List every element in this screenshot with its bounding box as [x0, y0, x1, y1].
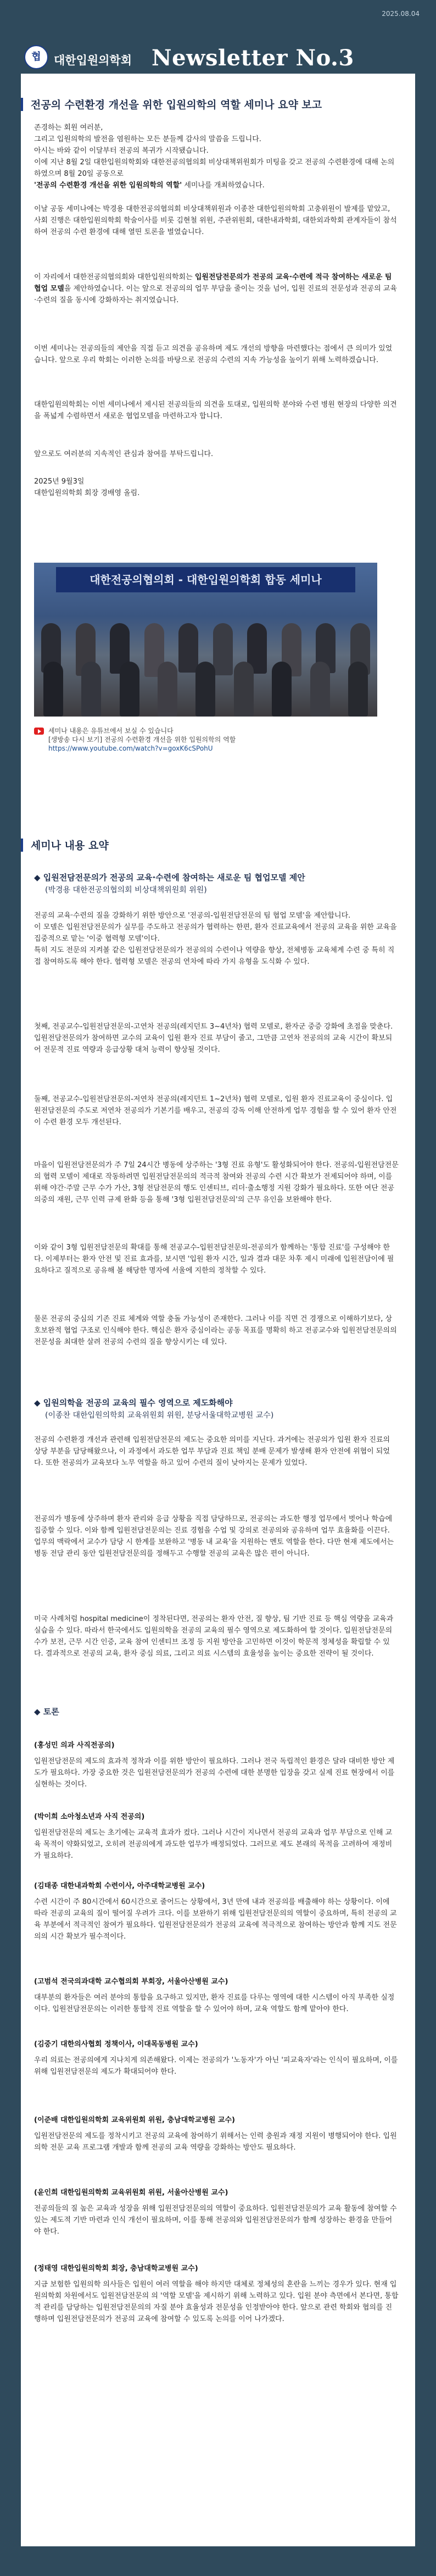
seminar-banner: 대한전공의협의회 - 대한입원의학회 합동 세미나: [56, 567, 355, 592]
paragraph: [34, 399, 399, 422]
debate-item: [34, 2039, 399, 2078]
paragraph: [34, 1021, 399, 1056]
youtube-url-link[interactable]: https://www.youtube.com/watch?v=goxK6cSPohU: [48, 745, 213, 752]
debate-item: [34, 2114, 399, 2153]
topic-title: ◆ 입원전담전문의가 전공의 교육·수련에 참여하는 새로운 팀 협업모델 제안: [34, 873, 305, 882]
discussant-comment: 입원전담전문의 제도를 정착시키고 전공의 교육에 참여하기 위해서는 인력 충원과 재정 지원이 병행되어야 한다. 입원의학 전문 교육 프로그램 개발과 함께 전공의 교육 역량을 강화하는 방안도 필요하다.: [34, 2132, 397, 2152]
paragraph: [34, 157, 399, 191]
photo-front-row: [34, 662, 377, 717]
discussant-comment: 입원전담전문의 제도의 효과적 정착과 이를 위한 방안이 필요하다. 그러나 전국 독립적인 환경은 달라 대비한 방안 제도가 필요하다. 가장 중요한 것은 입원전담전문의가 전공의 수련에 대한 분명한 입장을 갖고 실제 진료 현장에서 이를 실현하는 것이다.: [34, 1757, 395, 1789]
greeting-line: 그리고 입원의학의 발전을 염원하는 모든 분들께 감사의 말씀을 드립니다.: [34, 135, 261, 143]
paragraph-text: 이 자리에서 대한전공의협의회와 대한입원의학회는: [34, 273, 195, 281]
debate-item: [34, 1811, 399, 1862]
paragraph: [34, 1093, 399, 1128]
heading-accent-bar: [21, 839, 23, 852]
topic-speaker: (박경용 대한전공의협의회 비상대책위원회 위원): [45, 886, 207, 895]
society-name: 대한입원의학회: [54, 54, 132, 67]
newsletter-title: Newsletter No.3: [152, 45, 354, 71]
paragraph-text: 첫째, 전공교수-입원전담전문의-고연차 전공의(레지던트 3~4년차) 협력 모델로, 환자군 중증 강화에 초점을 맞춘다. 입원전담전문의가 참여하면 교수의 교육이 입원 환자 진료 부담이 줄고, 그만큼 고연차 전공의의 교육 시간이 확보되어 전문적 진료 역량과 응급상황 대처 능력이 향상될 것이다.: [34, 1023, 393, 1054]
paragraph-text: 이와 같이 3형 입원전담전문의 확대를 통해 전공교수-입원전담전문의-전공의가 함께하는 '통합 진료'를 구성해야 한다. 이제부터는 환자 안전 및 진료 효과를, 보시면 '입원 환자 시간, 일과 결과 대문 차후 제시 미래에 입원전담이에 필요하다고 질적으로 공유해 볼 해당한 명자에 서울에 지한의 정착할 수 있다.: [34, 1243, 394, 1275]
debate-heading: [34, 1706, 399, 1718]
paragraph-text: 을 제안하였습니다. 이는 앞으로 전공의의 업무 부담을 줄이는 것을 넘어, 입원 진료의 전문성과 전공의 교육·수련의 질을 동시에 강화하자는 취지였습니다.: [34, 285, 397, 304]
youtube-caption: 세미나 내용은 유튜브에서 보실 수 있습니다: [48, 727, 174, 735]
paragraph-text: [34, 271, 399, 306]
discussant-comment: 지금 보험한 입원의학 의사들은 입원이 여러 역할을 해야 하지만 대체로 정체성의 혼란을 느끼는 경우가 있다. 현재 입원의학회 차원에서도 입원전담전문의 의 '역할 모델'을 제시하기 위해 노력하고 있다. 입원 분야 측면에서 본다면, 통합적 관리를 담당하는 입원전담전문의의 자질 분야 효율성과 전문성을 인정받아야 한다. 앞으로 관련 학회와 협의를 진행하며 입원전담전문의가 전공의 교육에 참여할 수 있도록 논의를 이어 나가겠다.: [34, 2280, 399, 2323]
greeting-line: 아시는 바와 같이 이달부터 전공의 복귀가 시작됐습니다.: [34, 147, 209, 155]
youtube-link-text[interactable]: [48, 726, 236, 753]
paragraph-text: 마을이 입원전담전문의가 주 7일 24시간 병동에 상주하는 '3형 진료 유형'도 활성화되어야 한다. 전공의-입원전담전문의 협력 모델이 제대로 작동하려면 입원전담전문의의 적극적 참여와 전공의 수련 시간 확보가 전제되어야 하며, 이를 위해 야간·주말 근무 수가 가산, 3형 전담전문의 행도 인센티브, 리더·출소행정 지원 강화가 필요하다. 또한 여단 전공의중의 재원, 근무 인력 규제 완화 등을 통해 '3형 입원전담전문의'의 근무 유인을 보완해야 한다.: [34, 1161, 399, 1204]
paragraph-text: 이날 공동 세미나에는 박경용 대한전공의협의회 비상대책위원과 이종찬 대한입원의학회 고충위원이 발제를 맡았고, 사회 진행은 대한입원의학회 학술이사를 비롯 김현철 위원, 주관위원회, 대한내과학회, 대한외과학회 관계자들이 참석하여 전공의 수련 환경에 대해 열띤 토론을 벌였습니다.: [34, 205, 397, 236]
paragraph: [34, 1313, 399, 1348]
paragraph: [34, 203, 399, 238]
paragraph-text: 대한입원의학회는 이번 세미나에서 제시된 전공의들의 의견을 토대로, 입원의학 분야와 수련 병원 현장의 다양한 의견을 폭넓게 수렴하면서 새로운 협업모델을 마련하고자 합니다.: [34, 401, 397, 420]
discussant-name: (박이희 소아청소년과 사직 전공의): [34, 1813, 145, 1821]
greeting: [34, 122, 399, 191]
signature-name: 대한입원의학회 회장 경배영 올림.: [34, 489, 140, 497]
newsletter-sheet: [21, 74, 415, 2546]
debate-item: [34, 1976, 399, 2015]
paragraph-text: 이에 지난 8월 2일 대한입원의학회와 대한전공의협의회 비상대책위원회가 미팅을 갖고 전공의 수련환경에 대해 논의하였으며 8월 20일 공동으로: [34, 158, 395, 178]
paragraph-text: 전공의 교육·수련의 질을 강화하기 위한 방안으로 '전공의-입원전담전문의 팀 협업 모델'을 제안합니다.: [34, 912, 351, 920]
topic-1-body: [34, 910, 399, 968]
topic-speaker: (이종찬 대한입원의학회 교육위원회 위원, 분당서울대학교병원 교수): [45, 1411, 274, 1420]
discussant-name: (이준배 대한입원의학회 교육위원회 위원, 충남대학교병원 교수): [34, 2116, 235, 2124]
discussant-name: (고범석 전국의과대학 교수협의회 부회장, 서울아산병원 교수): [34, 1978, 228, 1986]
debate-item: [34, 2187, 399, 2238]
greeting-line: 존경하는 회원 여러분,: [34, 124, 103, 132]
paragraph-text: 이번 세미나는 전공의들의 제안을 직접 듣고 의견을 공유하며 제도 개선의 방향을 마련했다는 점에서 큰 의미가 있었습니다. 앞으로 우리 학회는 이러한 논의를 바탕으로 전공의 수련의 지속 가능성을 높이기 위해 노력하겠습니다.: [34, 345, 393, 364]
discussant-name: (정태영 대한입원의학회 회장, 충남대학교병원 교수): [34, 2264, 198, 2273]
section-title: 세미나 내용 요약: [31, 840, 109, 852]
paragraph-text: 세미나를 개최하였습니다.: [182, 181, 265, 190]
signature-date: 2025년 9월3일: [34, 478, 85, 486]
paragraph: [34, 1513, 399, 1559]
heading-accent-bar: [21, 98, 23, 111]
paragraph-text: 전공의가 병동에 상주하며 환자 관리와 응급 상황을 직접 담당하므로, 전공의는 과도한 행정 업무에서 벗어나 학습에 집중할 수 있다. 이와 함께 입원전담전문의는 진료 경험을 수업 및 강의로 전공의와 공유하며 업무 효율화를 이끈다. 업무의 맥락에서 교수가 담당 시 한계를 보완하고 '병동 내 교육'을 지원하는 멘토 역할을 한다. 다만 현재 제도에서는 병동 전담 관리 동안 입원전담전문의를 정해두고 수행할 전공의 교육은 많은 편이 아니다.: [34, 1515, 394, 1558]
paragraph: [34, 1242, 399, 1276]
discussant-comment: 수련 시간이 주 80시간에서 60시간으로 줄어드는 상황에서, 3년 만에 내과 전공의를 배출해야 하는 상황이다. 이에 따라 전공의 교육의 질이 떨어질 우려가 크다. 이를 보완하기 위해 입원전담전문의의 역할이 중요하며, 특히 전공의 교육 부분에서 적극적인 참여가 필요하다. 입원전담전문의가 전공의 교육에 적극적으로 참여하는 방안과 함께 지도 전문의의 시간 확보가 필수적이다.: [34, 1898, 397, 1941]
paragraph-text: 앞으로도 여러분의 지속적인 관심과 참여를 부탁드립니다.: [34, 450, 214, 458]
discussant-comment: 우리 의료는 전공의에게 지나치게 의존해왔다. 이제는 전공의가 '노동자'가 아닌 '피교육자'라는 인식이 필요하며, 이를 위해 입원전담전문의 제도가 확대되어야 한다.: [34, 2056, 398, 2076]
discussant-name: (홍성민 의과 사직전공의): [34, 1741, 115, 1750]
discussant-comment: 입원전담전문의 제도는 초기에는 교육적 효과가 컸다. 그러나 시간이 지나면서 전공의 교육과 업무 부담으로 인해 교육 목적이 약화되었고, 오히려 전공의에게 과도한 업무가 배정되었다. 그러므로 제도 본래의 목적을 고려하여 재정비가 필요하다.: [34, 1829, 393, 1860]
topic-title: ◆ 입원의학을 전공의 교육의 필수 영역으로 제도화해야: [34, 1398, 233, 1408]
paragraph-text: 미국 사례처럼 hospital medicine이 정착된다면, 전공의는 환자 안전, 질 향상, 팀 기반 진료 등 핵심 역량을 교육과 실습을 수 있다. 따라서 한국에서도 입원의학을 전공의 교육의 필수 영역으로 제도화하여 할 것이다. 입원전담전문의 수가 보전, 근무 시간 인증, 교육 참여 인센티브 조정 등 지원 방안을 고민하면 이것이 학문적 정체성을 확립할 수 있다. 결과적으로 전공의 교육, 환자 중심 의료, 그리고 의료 시스템의 효율성을 높이는 중요한 전략이 될 것이다.: [34, 1615, 394, 1658]
signature: [34, 476, 399, 499]
paragraph: [34, 1434, 399, 1469]
paragraph: [34, 1159, 399, 1206]
seminar-group-photo: [34, 563, 377, 717]
youtube-video-title: [생방송 다시 보기] 전공의 수련환경 개선을 위한 입원의학의 역할: [48, 736, 236, 743]
paragraph-text: 전공의 수련환경 개선과 관련해 입원전담전문의 제도는 중요한 의미를 지닌다. 과거에는 전공의가 입원 환자 진료의 상당 부분을 담당해왔으나, 이 과정에서 과도한 업무 부담과 진료 책임 분배 문제가 발생해 환자 안전에 위협이 되었다. 또한 전공의가 교육보다 노무 역할을 하고 있어 수련의 질이 낮아지는 문제가 있었다.: [34, 1436, 390, 1467]
debate-item: [34, 1740, 399, 1790]
debate-item: [34, 1880, 399, 1942]
proposal-bold: 입원전담전문의가 전공의 교육·수련에 적극 참여하는 새로운 팀 협업 모델: [34, 273, 392, 293]
seminar-title-bold: '전공의 수련환경 개선을 위한 입원의학의 역할': [34, 181, 182, 190]
topic-2-heading: [34, 1397, 399, 1422]
debate-item: [34, 2263, 399, 2325]
paragraph: [34, 1613, 399, 1659]
paragraph: [34, 271, 399, 306]
paragraph-text: 이 모델은 입원전담전문의가 실무를 주도하고 전공의가 협력하는 한편, 환자 진료교육에서 전공의 교육을 위한 교육을 집중적으로 맡는 '이중 협력형 모델'이다.: [34, 923, 397, 943]
topic-1-heading: [34, 871, 399, 897]
discussant-comment: 전공의들의 질 높은 교육과 성장을 위해 입원전담전문의의 역할이 중요하다. 입원전담전문의가 교육 활동에 참여할 수 있는 제도적 기반 마련과 인식 개선이 필요하며, 이를 통해 전공의와 입원전담전문의가 함께 성장하는 환경을 만들어야 한다.: [34, 2205, 397, 2236]
paragraph: [34, 448, 399, 460]
discussant-name: (윤인희 대한입원의학회 교육위원회 위원, 서울아산병원 교수): [34, 2189, 228, 2197]
paragraph: [34, 343, 399, 366]
discussant-name: (김태종 대한내과학회 수련이사, 아주대학교병원 교수): [34, 1882, 205, 1890]
issue-date: 2025.08.04: [382, 10, 420, 18]
discussant-name: (김중기 대한의사협회 정책이사, 이대목동병원 교수): [34, 2040, 198, 2048]
discussant-comment: 대부분의 환자들은 여러 분야의 통합을 요구하고 있지만, 환자 진료를 다루는 영역에 대한 시스템이 아직 부족한 실정이다. 입원전담전문의는 이러한 통합적 진료 역할을 할 수 있어야 하며, 교육 역할도 함께 맡아야 한다.: [34, 1994, 395, 2013]
youtube-icon: [34, 728, 44, 735]
paragraph-text: 물론 전공의 중심의 기존 진료 체계와 역할 충돌 가능성이 존재한다. 그러나 이를 직면 건 경쟁으로 이해하기보다, 상호보완적 협업 구조로 인식해야 한다. 핵심은 환자 중심이라는 공동 목표를 명확히 하고 전공교수와 입원전담전문의의 전문성을 최대한 살려 전공의 수련의 질을 향상시키는 데 있다.: [34, 1315, 397, 1346]
paragraph-text: 둘째, 전공교수-입원전담전문의-저연차 전공의(레지던트 1~2년차) 협력 모델로, 입원 환자 진료교육이 중심이다. 입원전담전문의 주도로 저연차 전공의가 기본기를 배우고, 전공의 강독 이해 안전하게 업무 경험을 할 수 있어 환자 안전이 수련 환경 모두 개선된다.: [34, 1095, 397, 1126]
society-logo-icon: 협: [24, 45, 48, 69]
section-title: 전공의 수련환경 개선을 위한 입원의학의 역할 세미나 요약 보고: [31, 99, 322, 111]
header: [21, 35, 415, 74]
debate-title: ◆ 토론: [34, 1707, 59, 1717]
paragraph-text: 특히 지도 전문의 지켜볼 같은 입원전담전문의가 전공의의 수련이나 역량을 향상, 전체병동 교육체계 수련 중 특히 직접 참여하도록 해야 한다. 협력형 모델은 전공의 연차에 따라 가지 유형을 도식화 수 있다.: [34, 946, 395, 966]
